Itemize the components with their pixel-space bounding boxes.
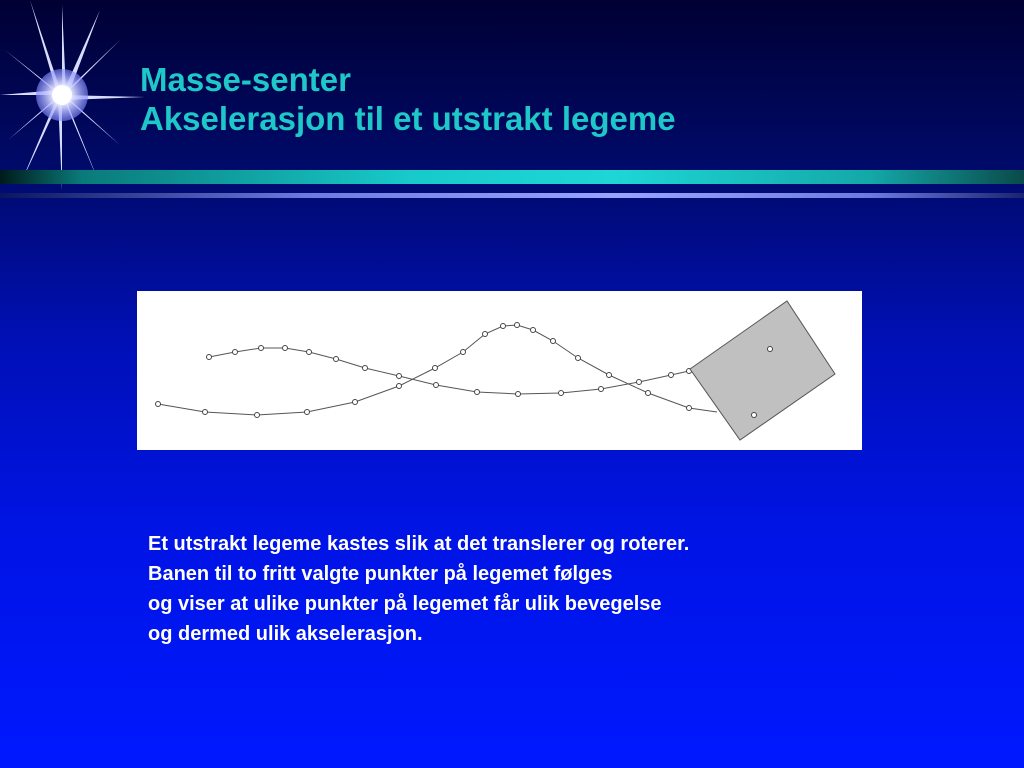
- body-point-a: [768, 347, 773, 352]
- trajectory-path-a: [209, 348, 689, 394]
- title-line-2: Akselerasjon til et utstrakt legeme: [140, 100, 676, 137]
- slide-title: [140, 60, 676, 138]
- starburst-icon: [0, 0, 160, 190]
- description-line-3: og viser at ulike punkter på legemet får ulik bevegelse: [148, 593, 662, 615]
- description-line-4: og dermed ulik akselerasjon.: [148, 623, 423, 645]
- title-line-1: Masse-senter: [140, 61, 351, 98]
- trajectory-figure: [137, 291, 862, 450]
- rigid-body: [690, 301, 835, 440]
- description-line-1: Et utstrakt legeme kastes slik at det translerer og roterer.: [148, 533, 690, 555]
- trajectory-diagram: [137, 291, 862, 450]
- description-text: [148, 529, 689, 649]
- header-divider-line: [0, 193, 1024, 198]
- body-point-b: [752, 413, 757, 418]
- description-line-2: Banen til to fritt valgte punkter på legemet følges: [148, 563, 613, 585]
- trajectory-path-b: [158, 325, 717, 415]
- header-divider-bar: [0, 170, 1024, 184]
